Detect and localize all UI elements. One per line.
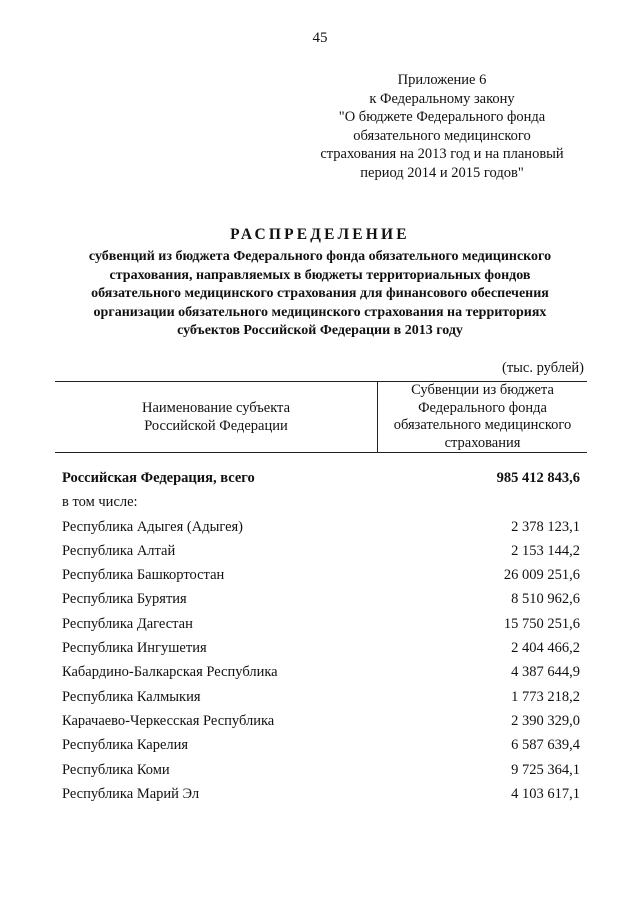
appendix-line: Приложение 6: [397, 72, 487, 88]
table-row-including: [62, 490, 580, 514]
row-value: 26 009 251,6: [503, 567, 580, 584]
row-value: 6 587 639,4: [511, 737, 580, 754]
table-row: [62, 685, 580, 709]
subtitle-line: страхования, направляемых в бюджеты территориальных фондов: [109, 267, 531, 283]
row-name: Республика Карелия: [62, 737, 189, 754]
table-row: [62, 733, 580, 757]
row-value: 2 378 123,1: [511, 518, 580, 535]
subtitle-line: организации обязательного медицинского страхования на территориях: [93, 304, 547, 320]
table-row: [62, 660, 580, 684]
header-line: Федерального фонда: [418, 399, 547, 416]
table-row-total: [62, 466, 580, 490]
table-row: [62, 709, 580, 733]
appendix-line: обязательного медицинского: [353, 127, 531, 144]
table-row: [62, 587, 580, 611]
appendix-line: к Федеральному закону: [369, 90, 515, 107]
row-name: Республика Дагестан: [62, 615, 193, 632]
row-value: 1 773 218,2: [511, 688, 580, 705]
document-subtitle: [0, 248, 640, 341]
row-value: 15 750 251,6: [503, 615, 580, 632]
subtitle-line: субвенций из бюджета Федерального фонда обязательного медицинского: [88, 249, 552, 264]
row-value: 8 510 962,6: [511, 591, 580, 608]
header-line: Наименование субъекта: [141, 400, 291, 416]
row-name: Карачаево-Черкесская Республика: [62, 712, 275, 729]
row-name: в том числе:: [62, 494, 138, 511]
header-region-name: [55, 382, 377, 452]
header-subvention: [378, 382, 587, 452]
row-name: Российская Федерация, всего: [62, 470, 255, 486]
table-body: [62, 466, 580, 806]
subtitle-line: обязательного медицинского страхования для финансового обеспечения: [91, 286, 549, 301]
row-value: 9 725 364,1: [511, 761, 580, 778]
table-row: [62, 539, 580, 563]
table-row: [62, 515, 580, 539]
row-value: 2 153 144,2: [511, 542, 580, 559]
table-header: [55, 381, 587, 453]
appendix-line: период 2014 и 2015 годов": [360, 164, 524, 181]
row-value: 2 404 466,2: [511, 640, 580, 657]
subtitle-line: субъектов Российской Федерации в 2013 году: [177, 323, 463, 338]
appendix-line: "О бюджете Федерального фонда: [338, 109, 546, 125]
units-label: (тыс. рублей): [502, 360, 584, 376]
row-name: Республика Ингушетия: [62, 640, 207, 657]
row-name: Кабардино-Балкарская Республика: [62, 664, 278, 681]
document-title: РАСПРЕДЕЛЕНИЕ: [230, 226, 410, 243]
row-name: Республика Марий Эл: [62, 785, 200, 802]
row-name: Республика Калмыкия: [62, 688, 201, 705]
row-name: Республика Алтай: [62, 542, 176, 559]
row-name: Республика Адыгея (Адыгея): [62, 518, 244, 535]
row-value: 2 390 329,0: [511, 712, 580, 729]
header-line: обязательного медицинского: [393, 417, 572, 433]
table-row: [62, 758, 580, 782]
table-row: [62, 782, 580, 806]
header-line: страхования: [444, 434, 521, 451]
page-number: 45: [312, 30, 328, 46]
row-value: 4 387 644,9: [511, 664, 580, 681]
table-row: [62, 612, 580, 636]
row-name: Республика Бурятия: [62, 591, 187, 608]
appendix-note: [292, 71, 592, 182]
header-line: Субвенции из бюджета: [411, 382, 554, 398]
row-name: Республика Коми: [62, 761, 170, 778]
row-value: 4 103 617,1: [511, 785, 580, 802]
header-line: Российской Федерации: [144, 418, 288, 434]
row-value: 985 412 843,6: [496, 470, 580, 486]
table-row: [62, 563, 580, 587]
appendix-line: страхования на 2013 год и на плановый: [320, 146, 564, 162]
table-row: [62, 636, 580, 660]
row-name: Республика Башкортостан: [62, 567, 225, 584]
